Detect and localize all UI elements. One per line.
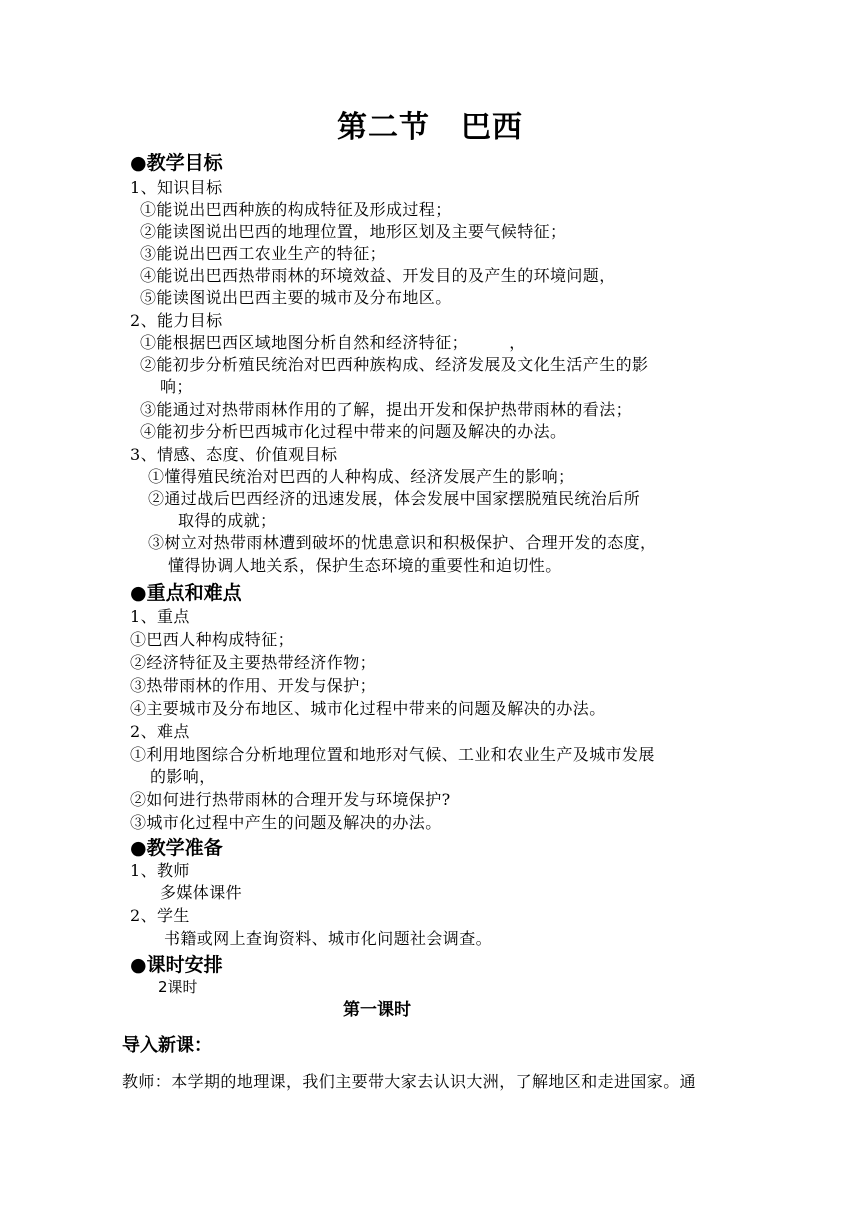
student-prep-item: 书籍或网上查询资料、城市化问题社会调查。 bbox=[164, 929, 493, 948]
knowledge-item: ①能说出巴西种族的构成特征及形成过程； bbox=[140, 200, 452, 219]
ability-objective-label: 2、能力目标 bbox=[130, 311, 223, 330]
difficult-point-item: ③城市化过程中产生的问题及解决的办法。 bbox=[130, 813, 442, 832]
difficult-points-label: 2、难点 bbox=[130, 722, 190, 741]
schedule-value: 2课时 bbox=[158, 978, 198, 996]
knowledge-objective-label: 1、知识目标 bbox=[130, 178, 223, 197]
intro-heading: 导入新课： bbox=[122, 1035, 212, 1056]
ability-item: ③能通过对热带雨林作用的了解，提出开发和保护热带雨林的看法； bbox=[140, 400, 633, 419]
page-title: 第二节 巴西 bbox=[337, 110, 523, 145]
emotion-item-continued: 懂得协调人地关系，保护生态环境的重要性和迫切性。 bbox=[168, 556, 562, 575]
emotion-item: ②通过战后巴西经济的迅速发展，体会发展中国家摆脱殖民统治后所 bbox=[148, 489, 641, 508]
key-point-item: ①巴西人种构成特征； bbox=[130, 630, 295, 649]
knowledge-item: ②能读图说出巴西的地理位置，地形区划及主要气候特征； bbox=[140, 222, 567, 241]
lesson-title: 第一课时 bbox=[343, 1000, 411, 1020]
student-label: 2、学生 bbox=[130, 906, 190, 925]
emotion-item: ①懂得殖民统治对巴西的人种构成、经济发展产生的影响； bbox=[148, 467, 575, 486]
emotion-item-continued: 取得的成就； bbox=[178, 511, 277, 530]
teacher-label: 1、教师 bbox=[130, 861, 190, 880]
key-point-item: ③热带雨林的作用、开发与保护； bbox=[130, 676, 377, 695]
key-points-label: 1、重点 bbox=[130, 607, 190, 626]
ability-item: ④能初步分析巴西城市化过程中带来的问题及解决的办法。 bbox=[140, 422, 567, 441]
section-heading-objectives: ●教学目标 bbox=[130, 152, 223, 174]
key-point-item: ④主要城市及分布地区、城市化过程中带来的问题及解决的办法。 bbox=[130, 699, 606, 718]
ability-item: ②能初步分析殖民统治对巴西种族构成、经济发展及文化生活产生的影 bbox=[140, 355, 649, 374]
difficult-point-item: ①利用地图综合分析地理位置和地形对气候、工业和农业生产及城市发展 bbox=[130, 745, 655, 764]
ability-item-continued: 响； bbox=[160, 377, 193, 396]
knowledge-item: ③能说出巴西工农业生产的特征； bbox=[140, 244, 387, 263]
knowledge-item: ⑤能读图说出巴西主要的城市及分布地区。 bbox=[140, 288, 452, 307]
teacher-prep-item: 多媒体课件 bbox=[160, 883, 243, 902]
section-heading-preparation: ●教学准备 bbox=[130, 837, 223, 859]
knowledge-item: ④能说出巴西热带雨林的环境效益、开发目的及产生的环境问题， bbox=[140, 266, 616, 285]
emotion-item: ③树立对热带雨林遭到破坏的忧患意识和积极保护、合理开发的态度， bbox=[148, 533, 657, 552]
section-heading-schedule: ●课时安排 bbox=[130, 954, 223, 976]
difficult-point-item-continued: 的影响， bbox=[150, 767, 216, 786]
emotion-objective-label: 3、情感、态度、价值观目标 bbox=[130, 445, 338, 464]
section-heading-keypoints: ●重点和难点 bbox=[130, 582, 242, 604]
key-point-item: ②经济特征及主要热带经济作物； bbox=[130, 653, 377, 672]
intro-text: 教师：本学期的地理课，我们主要带大家去认识大洲，了解地区和走进国家。通 bbox=[122, 1072, 697, 1091]
ability-item: ①能根据巴西区域地图分析自然和经济特征； ， bbox=[140, 333, 526, 352]
difficult-point-item: ②如何进行热带雨林的合理开发与环境保护? bbox=[130, 790, 451, 809]
